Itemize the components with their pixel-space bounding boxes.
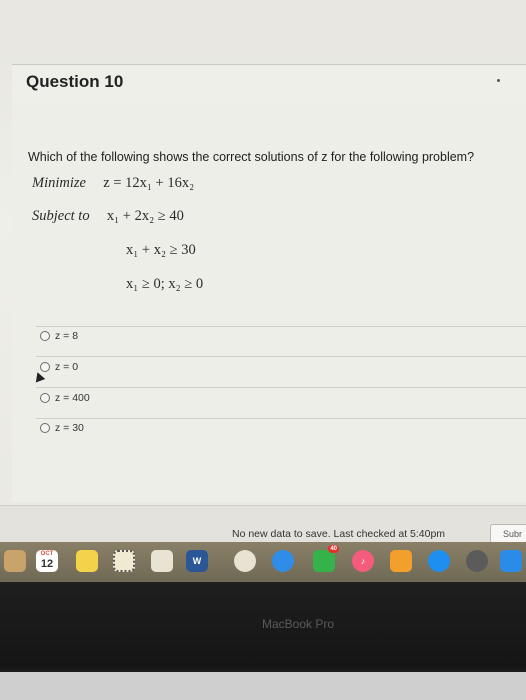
dot-marker — [497, 79, 500, 82]
question-title: Question 10 — [26, 72, 124, 91]
option-divider — [36, 387, 526, 388]
objective-expression: z = 12x₁ + 16x₂ — [103, 175, 195, 191]
preferences-icon[interactable] — [466, 550, 488, 572]
photos-icon[interactable] — [234, 550, 256, 572]
books-icon[interactable] — [390, 550, 412, 572]
option-1-radio[interactable] — [40, 331, 50, 341]
constraint-keyword: Subject to — [32, 208, 90, 224]
word-icon-label: W — [192, 556, 202, 566]
constraint-3: x₁ ≥ 0; x₂ ≥ 0 — [126, 276, 204, 292]
constraint-1: x₁ + 2x₂ ≥ 40 — [106, 208, 184, 224]
question-prompt: Which of the following shows the correct solutions of z for the following problem? — [28, 150, 475, 164]
calendar-month: OCT — [40, 551, 54, 557]
page-top-area — [0, 0, 526, 58]
option-2-label: z = 0 — [55, 361, 79, 373]
laptop-brand: MacBook Pro — [262, 617, 335, 631]
photo-booth-icon[interactable] — [151, 550, 173, 572]
music-icon[interactable]: ♪ — [352, 550, 374, 572]
option-4-radio[interactable] — [40, 423, 50, 433]
objective-line — [32, 175, 194, 192]
option-3-radio[interactable] — [40, 393, 50, 403]
option-divider — [36, 326, 526, 327]
finder-icon[interactable] — [500, 550, 522, 572]
question-header — [12, 64, 526, 104]
submit-button[interactable]: Subr — [490, 524, 526, 544]
objective-keyword: Minimize — [32, 175, 86, 191]
reminders-icon[interactable] — [113, 550, 135, 572]
save-status: No new data to save. Last checked at 5:40pm — [232, 528, 446, 540]
option-4[interactable] — [40, 422, 84, 434]
option-3-label: z = 400 — [55, 392, 90, 404]
option-1[interactable] — [40, 330, 78, 342]
option-1-label: z = 8 — [55, 330, 79, 342]
dock — [0, 542, 526, 582]
constraint-line-1 — [32, 208, 184, 225]
constraint-2: x₁ + x₂ ≥ 30 — [126, 242, 196, 258]
option-3[interactable] — [40, 392, 90, 404]
desk-surface — [0, 672, 526, 700]
calendar-icon[interactable] — [36, 550, 58, 572]
app-store-icon[interactable] — [428, 550, 450, 572]
option-divider — [36, 356, 526, 357]
notification-badge: 40 — [330, 546, 337, 552]
option-divider — [36, 418, 526, 419]
facetime-icon[interactable] — [313, 546, 337, 572]
messages-icon[interactable] — [272, 550, 294, 572]
calendar-day: 12 — [40, 558, 54, 570]
word-icon[interactable] — [186, 550, 208, 572]
option-2[interactable] — [40, 361, 78, 373]
app-icon[interactable] — [4, 550, 26, 572]
notes-icon[interactable] — [76, 550, 98, 572]
question-body — [12, 102, 526, 502]
option-4-label: z = 30 — [55, 422, 84, 434]
